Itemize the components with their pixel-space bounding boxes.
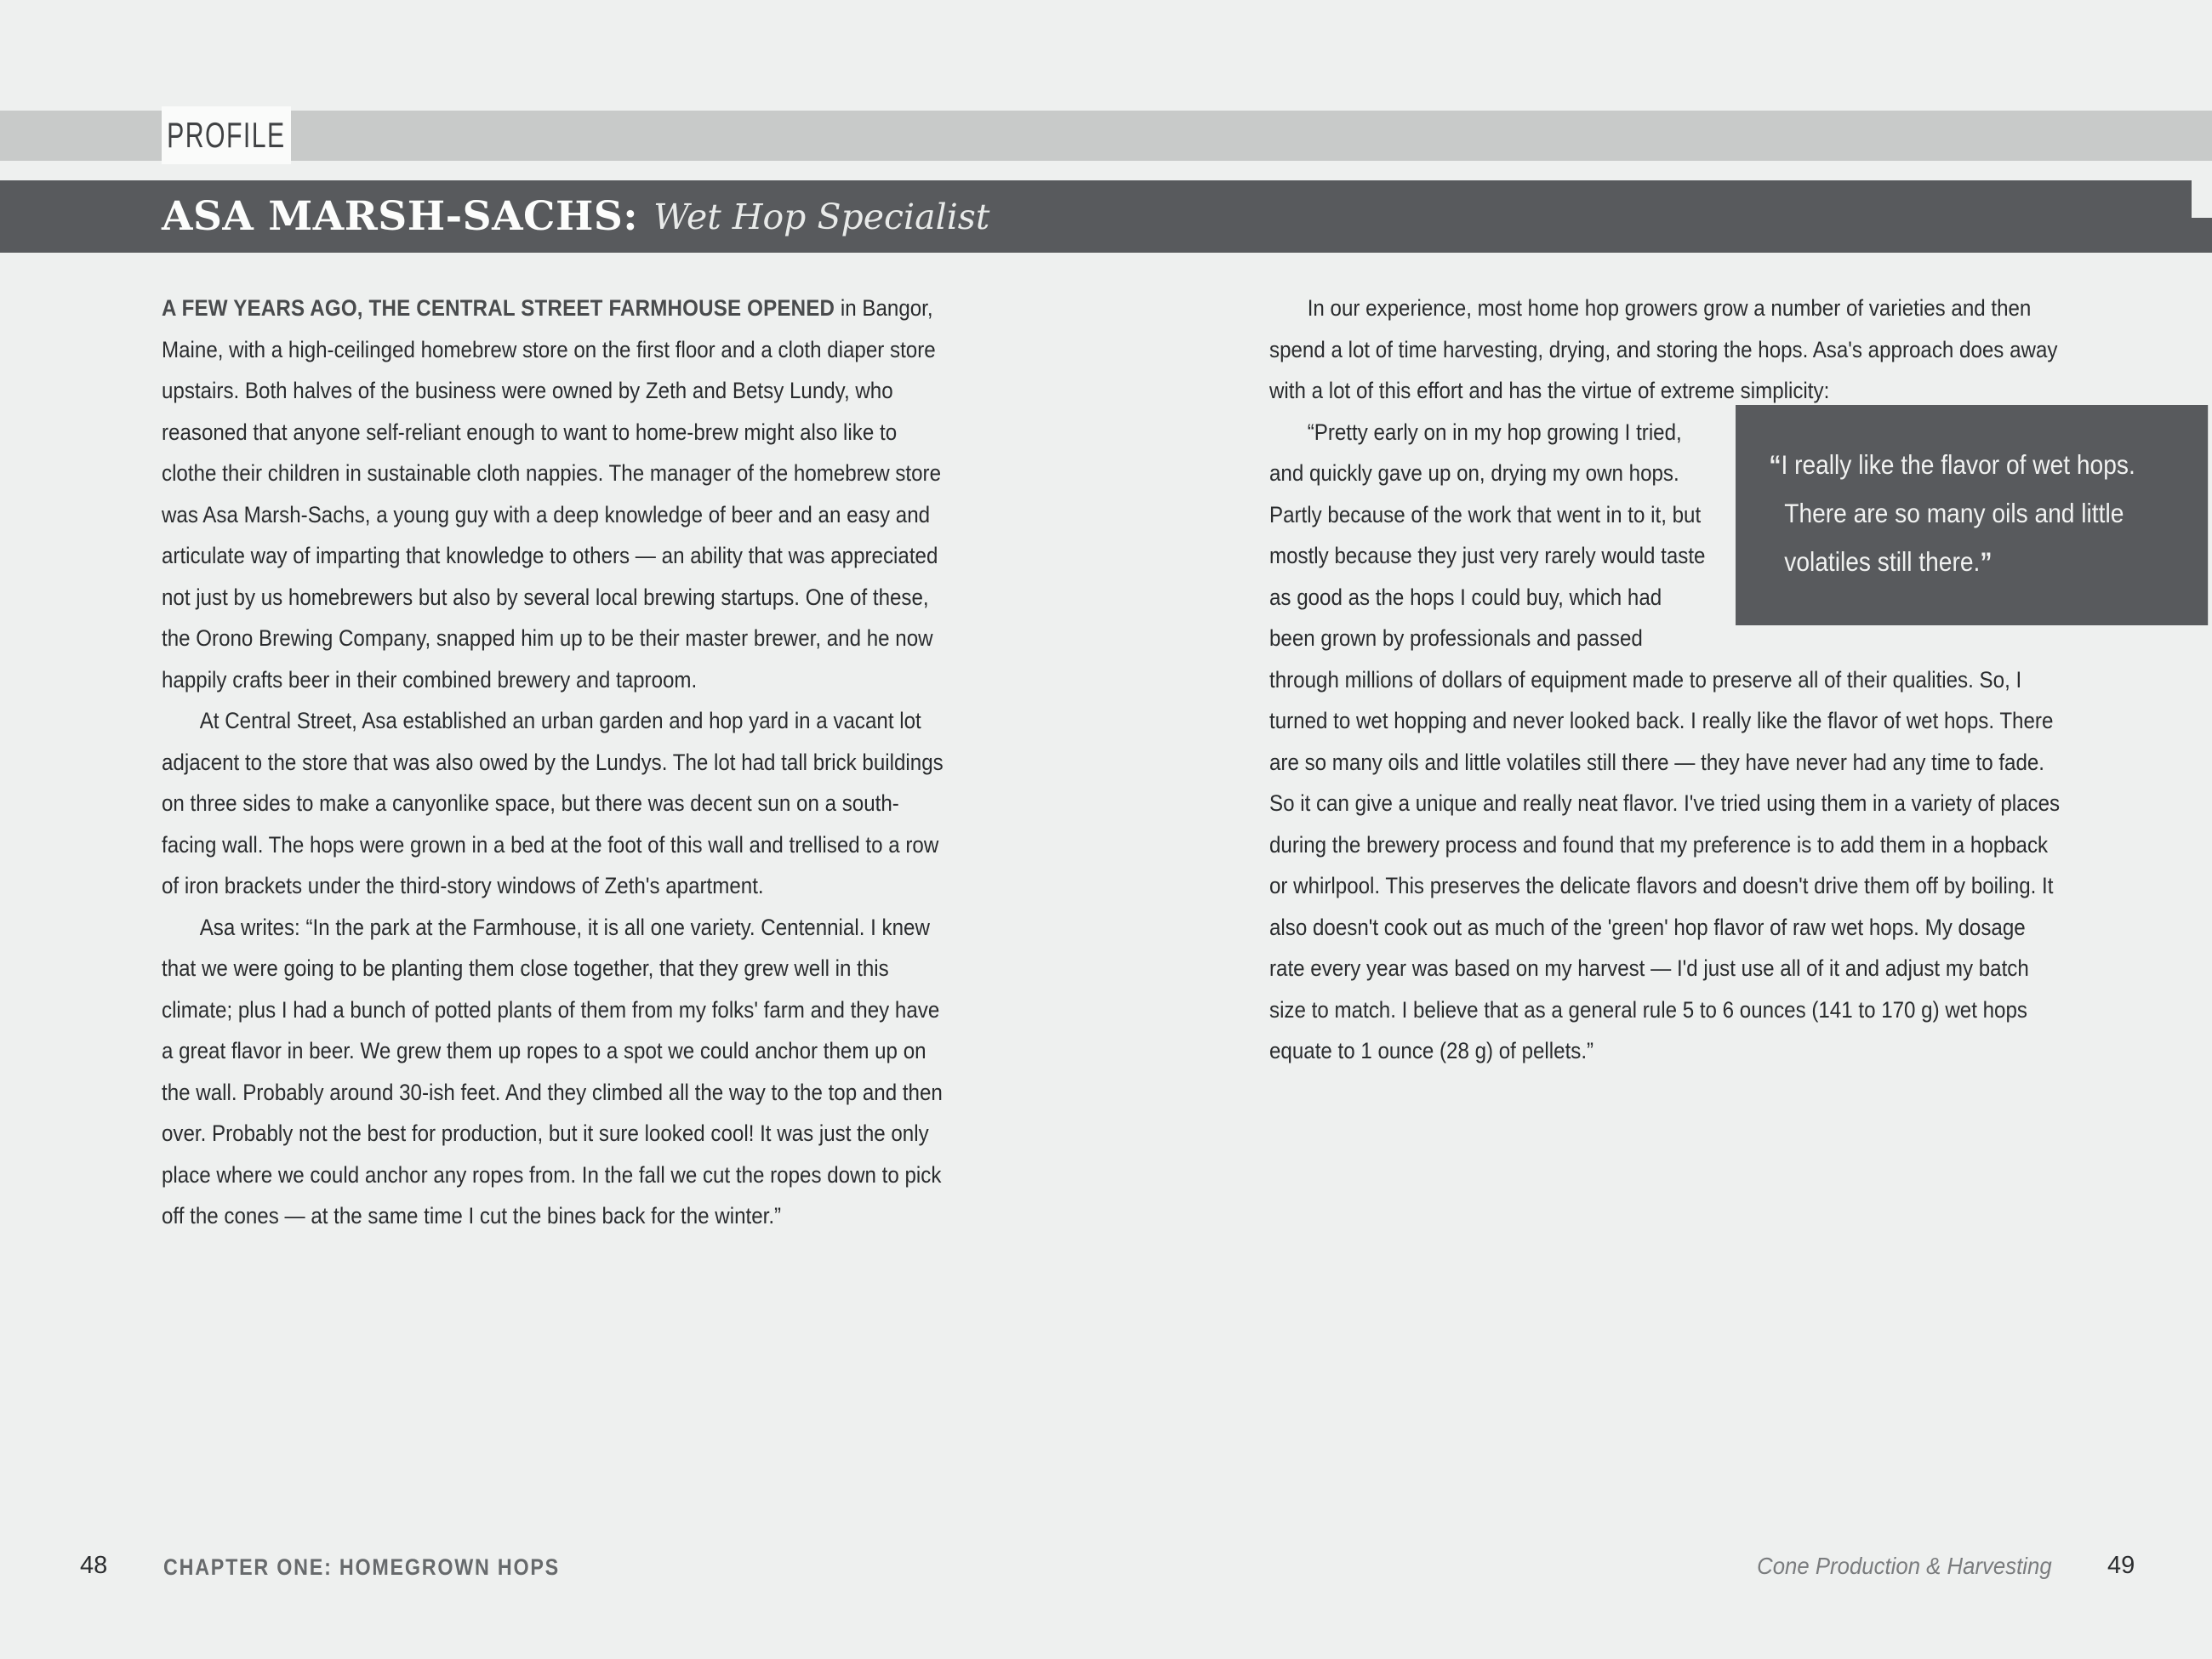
paragraph-text: “Pretty early on in my hop growing I tried, and quickly gave up on, drying my own hops. Partly because of the work that went in to it, but mostly because they just very rarely would taste as good as the hops I could buy, which had been grown by professionals and passed through millions of dollars of equipment made to preserve all of their qualities. So, I turned to wet hopping and never looked back. I really like the flavor of wet hops. There are so many oils and little volatiles still there — they have never had any time to fade. So it can give a unique and really neat flavor. I've tried using them in a variety of places during the brewery process and found that my preference is to add them in a hopback or whirlpool. This preserves the delicate flavors and doesn't drive them off by boiling. It also doesn't cook out as much of the 'green' hop flavor of raw wet hops. My dosage rate every year was based on my harvest — I'd just use all of it and adjust my batch size to match. I believe that as a general rule 5 to 6 ounces (141 to 170 g) wet hops equate to 1 ounce (28 g) of pellets.” xyxy=(1269,419,2061,1063)
section-running-head-wrap xyxy=(1719,1553,2052,1580)
profile-label: PROFILE xyxy=(167,115,286,155)
left-column-text xyxy=(162,288,953,1237)
right-page-number: 49 xyxy=(2107,1552,2135,1579)
paragraph: At Central Street, Asa established an urban garden and hop yard in a vacant lot adjacent to the store that was also owed by the Lundys. The lot had tall brick buildings on three sides to make a canyonlike space, but there was decent sun on a south-facing wall. The hops were grown in a bed at the foot of this wall and trellised to a row of iron brackets under the third-story windows of Zeth's apartment. xyxy=(162,708,944,898)
profile-label-box xyxy=(162,106,291,164)
chapter-running-head: CHAPTER ONE: HOMEGROWN HOPS xyxy=(163,1554,561,1580)
paragraph: Asa writes: “In the park at the Farmhouse, it is all one variety. Centennial. I knew that we were going to be planting them close together, that they grew well in this climate; plus I had a bunch of potted plants of them from my folks' farm and they have a great flavor in beer. We grew them up ropes to a spot we could anchor them up on the wall. Probably around 30-ish feet. And they climbed all the way to the top and then over. Probably not the best for production, but it sure looked cool! It was just the only place where we could anchor any ropes from. In the fall we cut the ropes down to pick off the cones — at the same time I cut the bines back for the winter.” xyxy=(162,914,943,1229)
paragraph-text: in Bangor, Maine, with a high-ceilinged homebrew store on the first floor and a cloth diaper store upstairs. Both halves of the business were owned by Zeth and Betsy Lundy, who reasoned that anyone self-reliant enough to want to home-brew might also like to clothe their children in sustainable cloth nappies. The manager of the homebrew store was Asa Marsh-Sachs, a young guy with a deep knowledge of beer and an easy and articulate way of imparting that knowledge to others — an ability that was appreciated not just by us homebrewers but also by several local brewing startups. One of these, the Orono Brewing Company, snapped him up to be their master brewer, and he now happily crafts beer in their combined brewery and taproom. xyxy=(162,295,942,693)
page-title: ASA MARSH-SACHS: xyxy=(162,193,639,240)
close-quote-mark: ” xyxy=(1980,545,1993,577)
title-band-corner-notch xyxy=(2192,180,2212,218)
paragraph: In our experience, most home hop growers grow a number of varieties and then spend a lot of time harvesting, drying, and storing the hops. Asa's approach does away with a lot of this effort and has the virtue of extreme simplicity: xyxy=(1269,295,2058,403)
pull-quote-text: I really like the flavor of wet hops. There are so many oils and little volatiles still there. xyxy=(1781,448,2135,577)
profile-band xyxy=(0,111,2212,161)
page-subtitle: Wet Hop Specialist xyxy=(653,196,990,237)
right-column-text xyxy=(1269,288,2135,1072)
paragraph-lead-in: A FEW YEARS AGO, THE CENTRAL STREET FARMHOUSE OPENED xyxy=(162,295,835,321)
paragraph xyxy=(162,288,953,700)
left-page-column xyxy=(162,288,1046,1237)
paragraph xyxy=(1269,412,2135,1072)
right-page-column xyxy=(1269,288,2154,1072)
open-quote-mark: “ xyxy=(1769,448,1782,480)
left-page-number: 48 xyxy=(80,1552,108,1579)
pull-quote-box xyxy=(1736,405,2208,625)
title-band xyxy=(0,180,2212,253)
section-running-head: Cone Production & Harvesting xyxy=(1757,1553,2052,1579)
